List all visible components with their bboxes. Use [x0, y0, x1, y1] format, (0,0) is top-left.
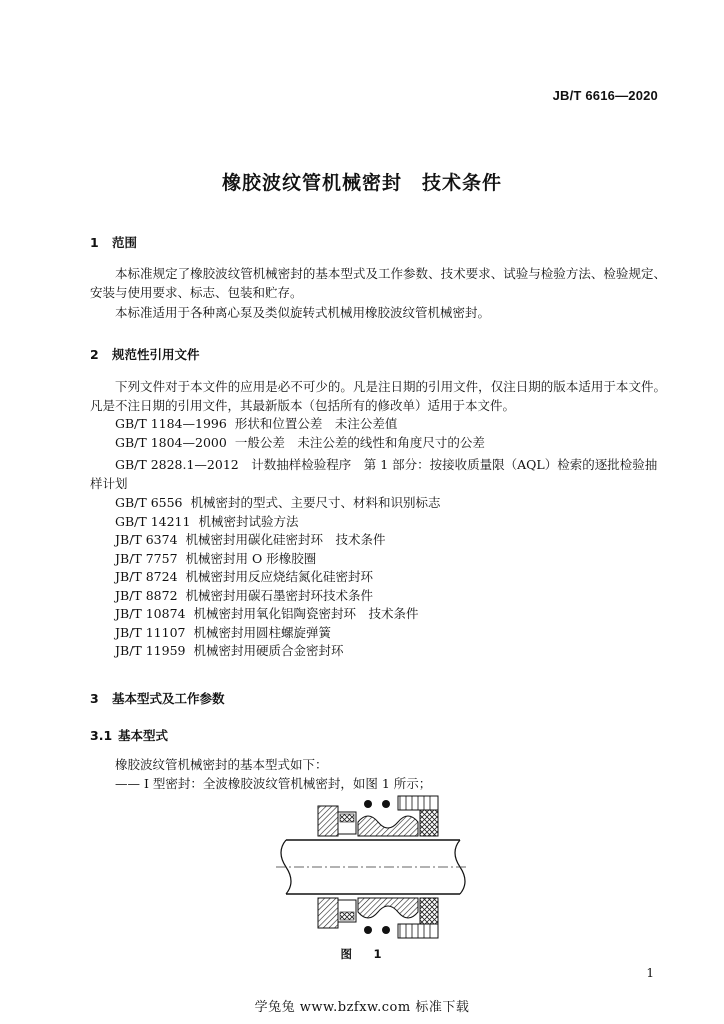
reference-code: JB/T 11959: [115, 643, 186, 658]
reference-item: [115, 531, 441, 550]
reference-code: JB/T 10874: [115, 606, 186, 621]
reference-title: 机械密封用碳石墨密封环技术条件: [185, 587, 374, 603]
document-title: 橡胶波纹管机械密封 技术条件: [221, 172, 502, 194]
reference-title: 机械密封用 O 形橡胶圈: [185, 550, 317, 566]
reference-item: [115, 605, 441, 624]
reference-title: 机械密封用氧化铝陶瓷密封环 技术条件: [193, 606, 419, 621]
basic-types-intro: 橡胶波纹管机械密封的基本型式如下：: [115, 757, 328, 772]
section-3-heading: [90, 689, 225, 707]
section-number: 3: [90, 691, 99, 706]
page-number: 1: [646, 966, 654, 980]
reference-list-bottom: [115, 494, 441, 661]
standard-code: JB/T 6616—2020: [552, 88, 658, 103]
subsection-number: 3.1: [90, 728, 113, 743]
reference-item: [115, 624, 441, 643]
section-title: 基本型式及工作参数: [112, 691, 225, 706]
scope-paragraph-2: 本标准适用于各种离心泵及类似旋转式机械用橡胶波纹管机械密封。: [115, 305, 491, 320]
reference-code: JB/T 7757: [115, 550, 178, 566]
figure-1-seal-drawing: [272, 792, 472, 942]
type-i-description: —— I 型密封：全波橡胶波纹管机械密封，如图 1 所示；: [115, 776, 432, 791]
subsection-3-1-heading: [90, 726, 168, 744]
subsection-title: 基本型式: [118, 728, 169, 743]
reference-item: [115, 568, 441, 587]
section-title: 范围: [112, 235, 138, 250]
section-2-heading: [90, 345, 200, 363]
section-number: 2: [90, 347, 99, 362]
reference-item: [115, 550, 441, 569]
reference-title: 机械密封用碳化硅密封环 技术条件: [185, 532, 386, 547]
reference-item-wrapped: GB/T 2828.1—2012 计数抽样检验程序 第 1 部分：按接收质量限（AQL）检索的逐批检验抽样计划: [90, 457, 658, 491]
reference-title: 机械密封用反应烧结氮化硅密封环: [185, 569, 374, 584]
seal-upper-half: [318, 796, 438, 836]
reference-title: 一般公差 未注公差的线性和角度尺寸的公差: [234, 434, 485, 450]
reference-item: [115, 513, 441, 532]
section-number: 1: [90, 235, 99, 250]
reference-item: [115, 587, 441, 606]
reference-title: 机械密封用圆柱螺旋弹簧: [193, 624, 331, 640]
section-title: 规范性引用文件: [112, 347, 200, 362]
reference-code: JB/T 6374: [115, 532, 178, 547]
reference-title: 形状和位置公差 未注公差值: [234, 416, 398, 431]
reference-code: GB/T 14211: [115, 513, 191, 529]
reference-item: [115, 434, 485, 453]
reference-code: GB/T 6556: [115, 495, 183, 510]
reference-title: 机械密封试验方法: [198, 513, 299, 529]
footer-watermark-text: 学兔兔 www.bzfxw.com 标准下载: [254, 1000, 470, 1015]
reference-code: JB/T 8872: [115, 587, 178, 603]
scope-paragraph-1: 本标准规定了橡胶波纹管机械密封的基本型式及工作参数、技术要求、试验与检验方法、检验规定、安装与使用要求、标志、包装和贮存。: [90, 266, 666, 300]
reference-list-top: [115, 415, 485, 452]
reference-item: [115, 494, 441, 513]
reference-title: 机械密封用硬质合金密封环: [193, 643, 344, 658]
shaft: [276, 840, 468, 894]
section-1-heading: [90, 233, 137, 251]
references-intro: 下列文件对于本文件的应用是必不可少的。凡是注日期的引用文件，仅注日期的版本适用于本文件。凡是不注日期的引用文件，其最新版本（包括所有的修改单）适用于本文件。: [90, 379, 666, 413]
figure-caption: 图 1: [340, 947, 384, 961]
seal-lower-half: [318, 898, 438, 938]
reference-title: 机械密封的型式、主要尺寸、材料和识别标志: [190, 495, 441, 510]
reference-code: GB/T 1804—2000: [115, 434, 227, 450]
reference-item: [115, 642, 441, 661]
reference-code: JB/T 11107: [115, 624, 186, 640]
reference-item: [115, 415, 485, 434]
reference-code: GB/T 1184—1996: [115, 416, 227, 431]
reference-code: JB/T 8724: [115, 569, 178, 584]
